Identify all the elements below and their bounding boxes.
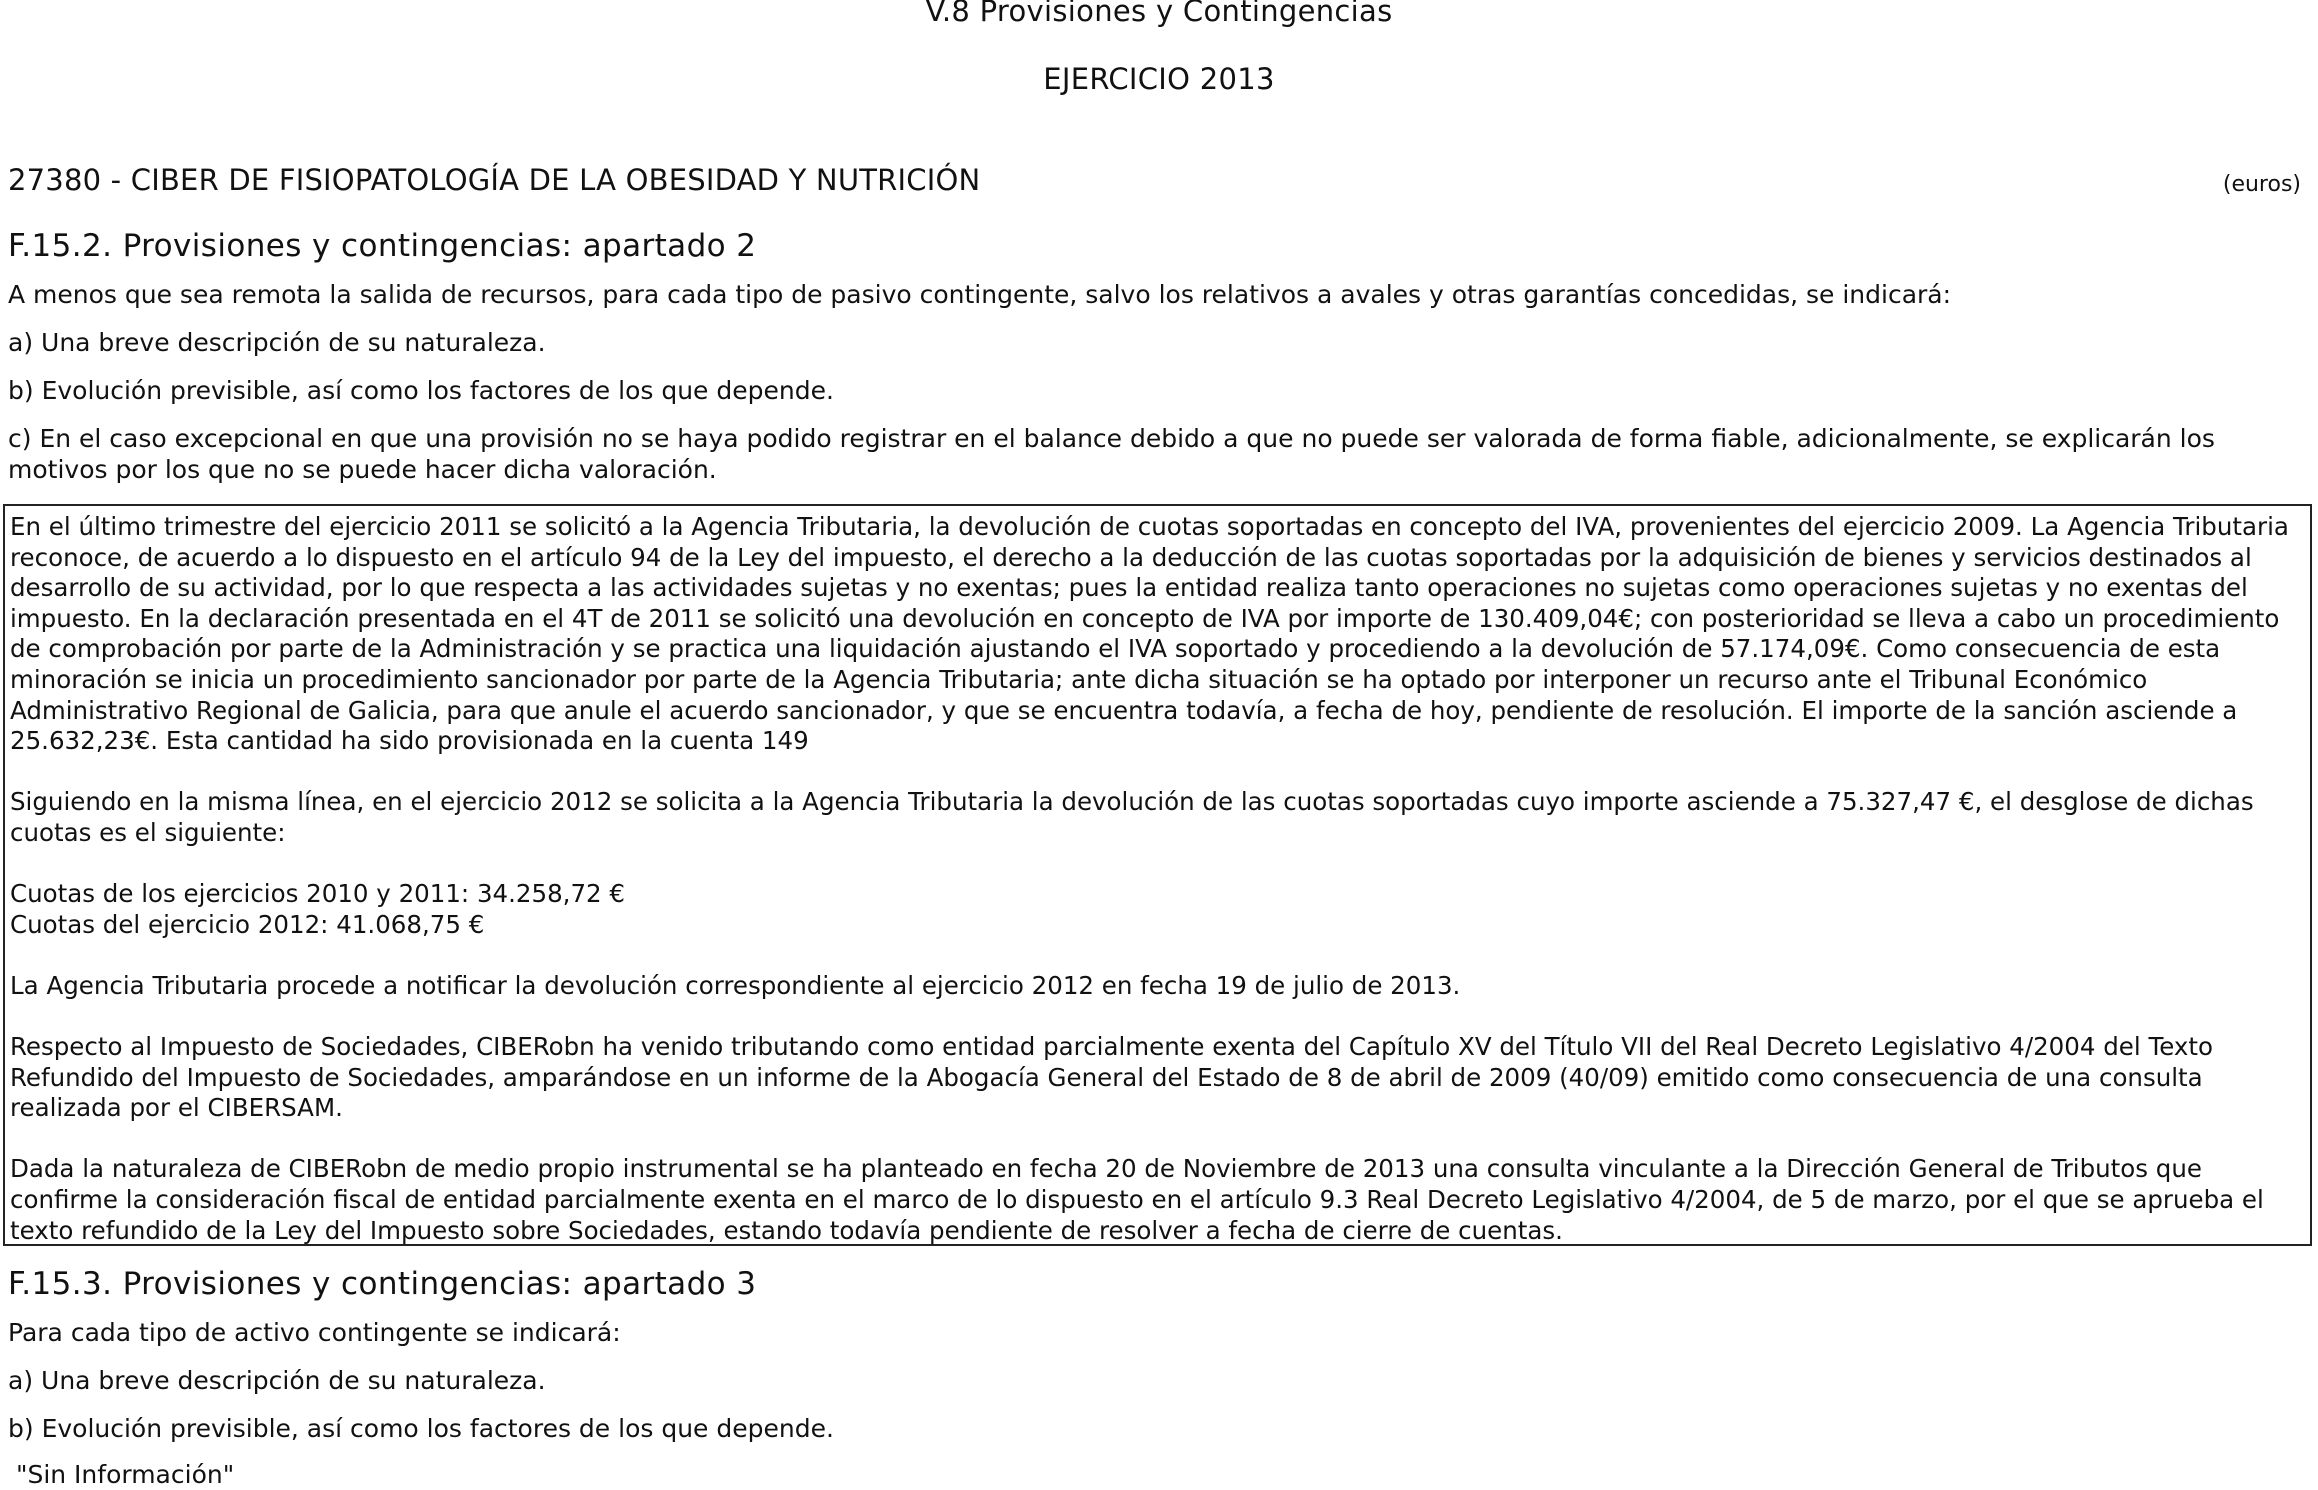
- box-paragraph-4: La Agencia Tributaria procede a notificar la devolución correspondiente al ejercicio 2012 en fecha 19 de julio de 2013.: [10, 970, 1461, 1000]
- box-paragraph-5: Respecto al Impuesto de Sociedades, CIBERobn ha venido tributando como entidad parcialmente exenta del Capítulo XV del Título VII del Real Decreto Legislativo 4/2004 del Texto Refundido del Impuesto de Sociedades, amparándose en un informe de la Abogacía General del Estado de 8 de abril de 2009 (40/09) emitido como consecuencia de una consulta realizada por el CIBERSAM.: [10, 1032, 2213, 1123]
- section-3-intro: Para cada tipo de activo contingente se indicará:: [8, 1318, 621, 1347]
- exercise-year: EJERCICIO 2013: [1043, 62, 1275, 96]
- section-2-intro: A menos que sea remota la salida de recursos, para cada tipo de pasivo contingente, salvo los relativos a avales y otras garantías concedidas, se indicará:: [8, 280, 1952, 309]
- contingency-text-box: [3, 504, 2312, 1246]
- section-3-title: F.15.3. Provisiones y contingencias: apartado 3: [8, 1266, 757, 1302]
- page-title: V.8 Provisiones y Contingencias: [925, 0, 1393, 28]
- section-3-item-a: a) Una breve descripción de su naturaleza.: [8, 1366, 546, 1395]
- section-2-item-b: b) Evolución previsible, así como los factores de los que depende.: [8, 376, 834, 405]
- section-3-no-info: "Sin Información": [8, 1460, 235, 1489]
- units-label: (euros): [2222, 172, 2301, 197]
- section-2-item-a: a) Una breve descripción de su naturaleza.: [8, 328, 546, 357]
- section-3-item-b: b) Evolución previsible, así como los factores de los que depende.: [8, 1414, 834, 1443]
- section-2-item-c: c) En el caso excepcional en que una provisión no se haya podido registrar en el balance debido a que no puede ser valorada de forma fiable, adicionalmente, se explicarán los motivos por los que no se puede hacer dicha valoración.: [8, 424, 2215, 484]
- entity-name: 27380 - CIBER DE FISIOPATOLOGÍA DE LA OBESIDAD Y NUTRICIÓN: [8, 163, 981, 197]
- box-paragraph-3a: Cuotas de los ejercicios 2010 y 2011: 34.258,72 €: [10, 879, 626, 909]
- box-paragraph-6: Dada la naturaleza de CIBERobn de medio propio instrumental se ha planteado en fecha 20 de Noviembre de 2013 una consulta vinculante a la Dirección General de Tributos que confirme la consideración fiscal de entidad parcialmente exenta en el marco de lo dispuesto en el artículo 9.3 Real Decreto Legislativo 4/2004, de 5 de marzo, por el que se aprueba el texto refundido de la Ley del Impuesto sobre Sociedades, estando todavía pendiente de resolver a fecha de cierre de cuentas.: [10, 1154, 2264, 1245]
- section-2-title: F.15.2. Provisiones y contingencias: apartado 2: [8, 228, 757, 264]
- box-paragraph-2: Siguiendo en la misma línea, en el ejercicio 2012 se solicita a la Agencia Tributaria la devolución de las cuotas soportadas cuyo importe asciende a 75.327,47 €, el desglose de dichas cuotas es el siguiente:: [10, 787, 2254, 847]
- box-paragraph-1: En el último trimestre del ejercicio 2011 se solicitó a la Agencia Tributaria, la devolución de cuotas soportadas en concepto del IVA, provenientes del ejercicio 2009. La Agencia Tributaria reconoce, de acuerdo a lo dispuesto en el artículo 94 de la Ley del impuesto, el derecho a la deducción de las cuotas soportadas por la adquisición de bienes y servicios destinados al desarrollo de su actividad, por lo que respecta a las actividades sujetas y no exentas; pues la entidad realiza tanto operaciones no sujetas como operaciones sujetas y no exentas del impuesto. En la declaración presentada en el 4T de 2011 se solicitó una devolución en concepto de IVA por importe de 130.409,04€; con posterioridad se lleva a cabo un procedimiento de comprobación por parte de la Administración y se practica una liquidación ajustando el IVA soportado y procediendo a la devolución de 57.174,09€. Como consecuencia de esta minoración se inicia un procedimiento sancionador por parte de la Agencia Tributaria; ante dicha situación se ha optado por interponer un recurso ante el Tribunal Económico Administrativo Regional de Galicia, para que anule el acuerdo sancionador, y que se encuentra todavía, a fecha de hoy, pendiente de resolución. El importe de la sanción asciende a 25.632,23€. Esta cantidad ha sido provisionada en la cuenta 149: [10, 512, 2289, 756]
- box-paragraph-3b: Cuotas del ejercicio 2012: 41.068,75 €: [10, 909, 485, 939]
